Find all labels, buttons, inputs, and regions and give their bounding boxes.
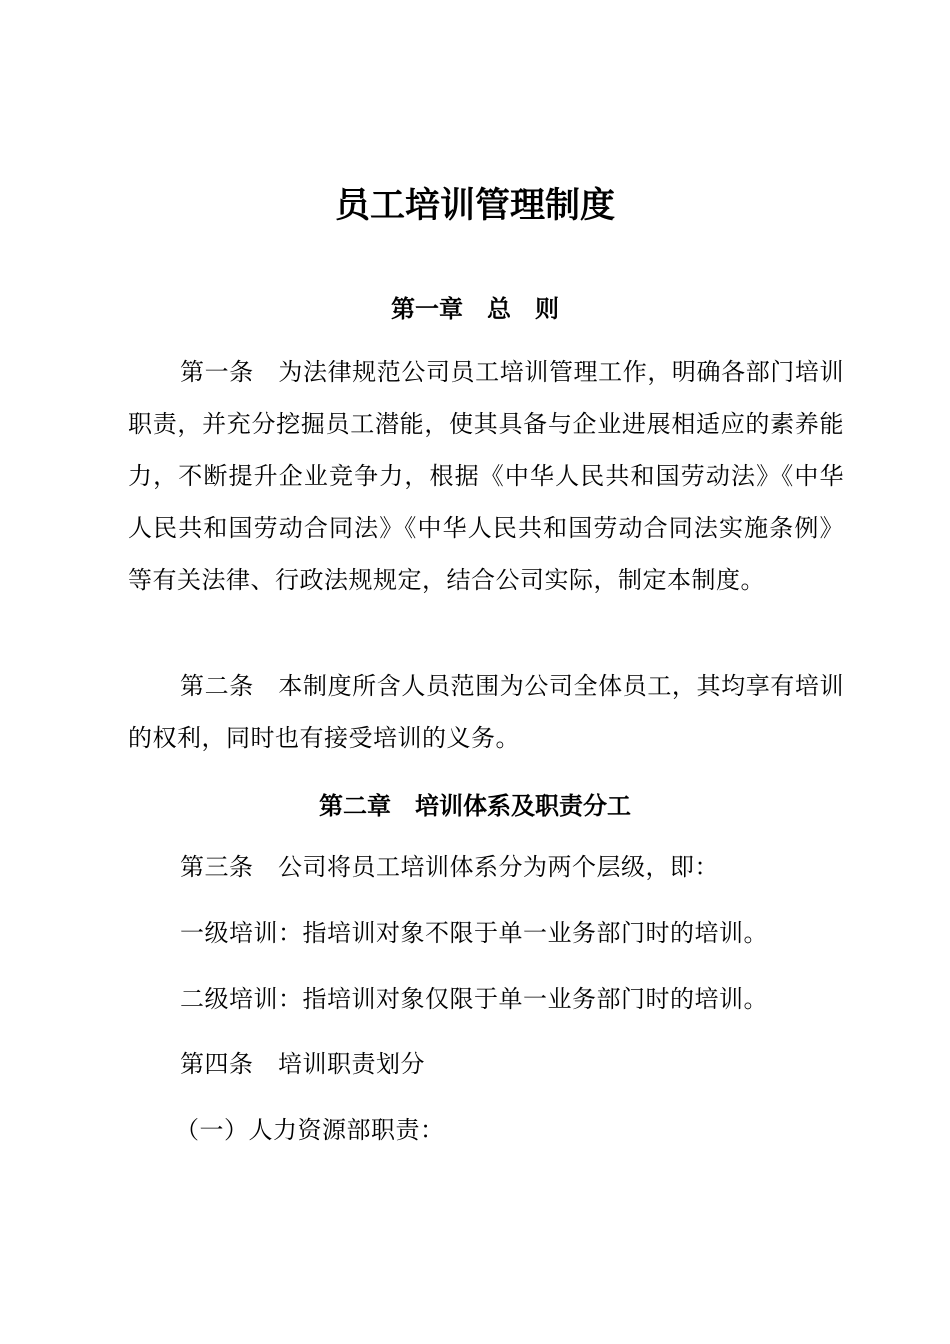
level-1-training: 一级培训：指培训对象不限于单一业务部门时的培训。	[180, 919, 768, 947]
article-3: 第三条 公司将员工培训体系分为两个层级，即：	[180, 853, 719, 881]
chapter-2-heading: 第二章 培训体系及职责分工	[319, 792, 631, 820]
chapter-1-heading: 第一章 总 则	[391, 295, 559, 323]
article-1: 第一条 为法律规范公司员工培训管理工作，明确各部门培训职责，并充分挖掘员工潜能，使其具备与企业进展相适应的素养能力，不断提升企业竞争力，根据《中华人民共和国劳动法》《中华人民共和国劳动合同法》《中华人民共和国劳动合同法实施条例》等有关法律、行政法规规定，结合公司实际，制定本制度。	[128, 358, 844, 594]
level-2-training: 二级培训：指培训对象仅限于单一业务部门时的培训。	[180, 985, 768, 1013]
document-title: 员工培训管理制度	[334, 186, 615, 226]
article-2: 第二条 本制度所含人员范围为公司全体员工，其均享有培训的权利，同时也有接受培训的义务。	[128, 672, 844, 752]
article-4: 第四条 培训职责划分	[180, 1050, 425, 1078]
hr-duty-heading: （一）人力资源部职责：	[175, 1116, 445, 1144]
